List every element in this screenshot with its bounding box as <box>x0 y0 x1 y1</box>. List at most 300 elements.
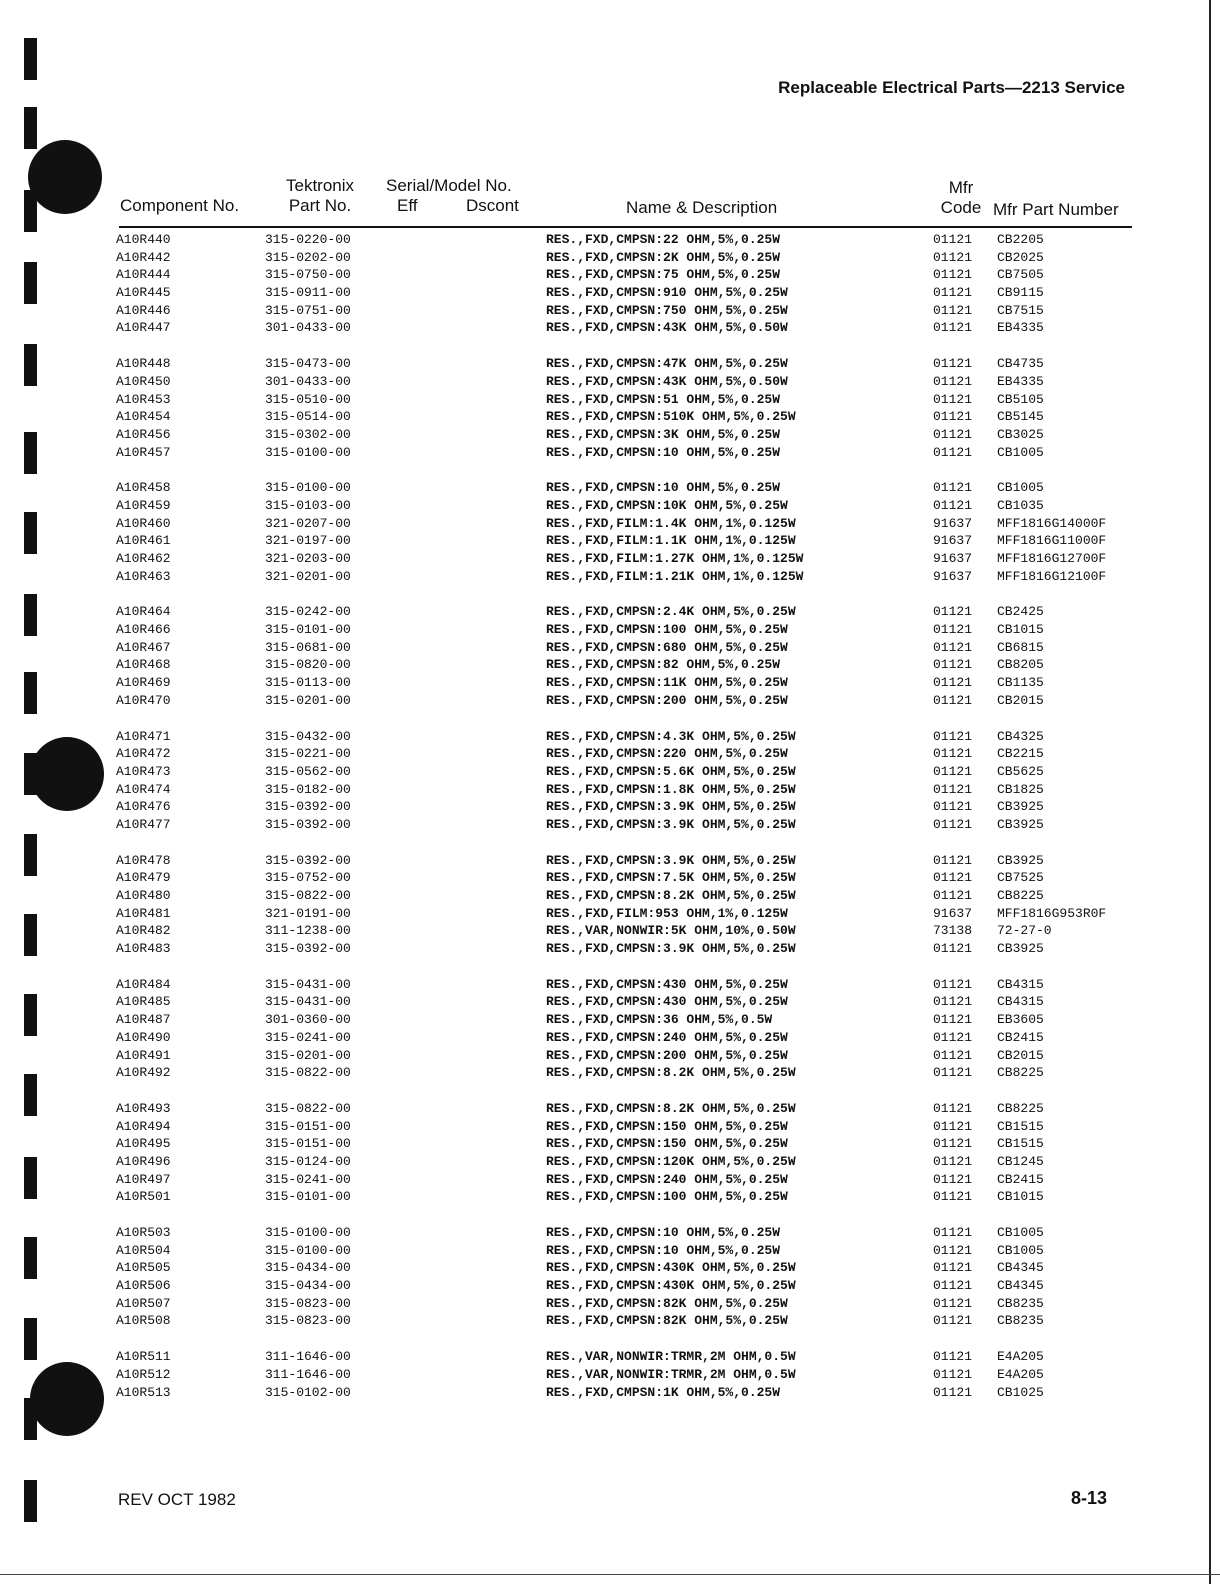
component-number: A10R474 <box>116 781 171 797</box>
table-row <box>0 303 1220 321</box>
tektronix-part-number: 315-0434-00 <box>265 1260 351 1276</box>
component-number: A10R508 <box>116 1313 171 1329</box>
table-row <box>0 320 1220 338</box>
name-description: RES.,FXD,CMPSN:100 OHM,5%,0.25W <box>546 1189 788 1205</box>
mfr-code: 01121 <box>933 692 973 708</box>
mfr-part-number: E4A205 <box>997 1366 1044 1382</box>
table-row <box>0 906 1220 924</box>
table-row <box>0 746 1220 764</box>
table-row <box>0 870 1220 888</box>
table-row <box>0 445 1220 463</box>
component-number: A10R462 <box>116 551 171 566</box>
component-number: A10R506 <box>116 1278 171 1294</box>
component-number: A10R481 <box>116 905 171 921</box>
name-description: RES.,FXD,FILM:953 OHM,1%,0.125W <box>546 905 788 921</box>
mfr-part-number: CB2025 <box>997 249 1044 265</box>
tektronix-part-number: 315-0822-00 <box>265 1065 351 1081</box>
component-number: A10R478 <box>116 852 171 868</box>
component-number: A10R453 <box>116 391 171 407</box>
table-row <box>0 1260 1220 1278</box>
mfr-code: 01121 <box>933 444 973 460</box>
mfr-part-number: CB8225 <box>997 888 1044 903</box>
table-row <box>0 285 1220 303</box>
component-number: A10R482 <box>116 923 171 939</box>
mfr-code: 01121 <box>933 870 973 886</box>
table-row <box>0 1349 1220 1367</box>
name-description: RES.,FXD,CMPSN:8.2K OHM,5%,0.25W <box>546 1065 796 1081</box>
component-number: A10R495 <box>116 1136 171 1152</box>
table-row <box>0 1243 1220 1261</box>
mfr-part-number: CB8235 <box>997 1295 1044 1311</box>
mfr-code: 01121 <box>933 1100 973 1116</box>
tektronix-part-number: 315-0562-00 <box>265 763 351 779</box>
component-number: A10R494 <box>116 1118 171 1134</box>
name-description: RES.,FXD,CMPSN:82K OHM,5%,0.25W <box>546 1313 788 1329</box>
tektronix-part-number: 315-0302-00 <box>265 426 351 442</box>
component-number: A10R454 <box>116 409 171 425</box>
table-row <box>0 551 1220 569</box>
mfr-code: 01121 <box>933 781 973 797</box>
component-number: A10R513 <box>116 1384 171 1400</box>
mfr-code: 01121 <box>933 1242 973 1258</box>
mfr-part-number: MFF1816G11000F <box>997 533 1107 549</box>
mfr-part-number: CB7525 <box>997 870 1044 886</box>
name-description: RES.,FXD,CMPSN:1.8K OHM,5%,0.25W <box>546 781 796 797</box>
mfr-code: 01121 <box>933 1065 973 1081</box>
row-group <box>0 356 1220 462</box>
table-row <box>0 622 1220 640</box>
component-number: A10R463 <box>116 568 171 584</box>
mfr-part-number: CB2415 <box>997 1029 1044 1045</box>
mfr-code: 01121 <box>933 1029 973 1045</box>
binder-mark <box>24 190 37 232</box>
table-row <box>0 977 1220 995</box>
table-row <box>0 1278 1220 1296</box>
row-group <box>0 1101 1220 1207</box>
table-row <box>0 1048 1220 1066</box>
mfr-part-number: CB5105 <box>997 391 1044 407</box>
name-description: RES.,VAR,NONWIR:5K OHM,10%,0.50W <box>546 923 796 939</box>
name-description: RES.,FXD,CMPSN:220 OHM,5%,0.25W <box>546 746 788 762</box>
component-number: A10R466 <box>116 622 171 638</box>
table-row <box>0 409 1220 427</box>
table-row <box>0 516 1220 534</box>
tektronix-part-number: 315-0201-00 <box>265 1047 351 1063</box>
name-description: RES.,FXD,CMPSN:10 OHM,5%,0.25W <box>546 1242 781 1258</box>
table-row <box>0 923 1220 941</box>
table-row <box>0 853 1220 871</box>
tektronix-part-number: 315-0392-00 <box>265 816 351 832</box>
tektronix-part-number: 315-0822-00 <box>265 888 351 903</box>
name-description: RES.,FXD,CMPSN:8.2K OHM,5%,0.25W <box>546 1100 796 1116</box>
mfr-part-number: MFF1816G14000F <box>997 515 1107 531</box>
component-number: A10R512 <box>116 1366 171 1382</box>
name-description: RES.,FXD,CMPSN:43K OHM,5%,0.50W <box>546 373 788 389</box>
mfr-part-number: CB4315 <box>997 994 1044 1010</box>
name-description: RES.,FXD,CMPSN:430 OHM,5%,0.25W <box>546 994 788 1010</box>
component-number: A10R487 <box>116 1012 171 1028</box>
name-description: RES.,FXD,CMPSN:4.3K OHM,5%,0.25W <box>546 728 796 744</box>
table-row <box>0 782 1220 800</box>
mfr-part-number: CB1015 <box>997 1189 1044 1205</box>
name-description: RES.,FXD,CMPSN:43K OHM,5%,0.50W <box>546 320 788 336</box>
col-dscont: Dscont <box>466 196 519 215</box>
mfr-code: 01121 <box>933 426 973 442</box>
component-number: A10R504 <box>116 1242 171 1258</box>
mfr-code: 01121 <box>933 1171 973 1187</box>
name-description: RES.,FXD,CMPSN:100 OHM,5%,0.25W <box>546 622 788 638</box>
row-group <box>0 853 1220 959</box>
tektronix-part-number: 315-0103-00 <box>265 497 351 513</box>
tektronix-part-number: 321-0201-00 <box>265 568 351 584</box>
component-number: A10R476 <box>116 799 171 815</box>
name-description: RES.,FXD,CMPSN:3.9K OHM,5%,0.25W <box>546 799 796 815</box>
component-number: A10R485 <box>116 994 171 1010</box>
component-number: A10R460 <box>116 515 171 531</box>
component-number: A10R473 <box>116 763 171 779</box>
tektronix-part-number: 315-0823-00 <box>265 1313 351 1329</box>
mfr-part-number: CB3925 <box>997 941 1044 957</box>
component-number: A10R469 <box>116 675 171 691</box>
component-number: A10R448 <box>116 356 171 372</box>
row-group <box>0 1225 1220 1331</box>
mfr-code: 01121 <box>933 763 973 779</box>
table-row <box>0 1385 1220 1403</box>
table-row <box>0 675 1220 693</box>
tektronix-part-number: 301-0360-00 <box>265 1012 351 1028</box>
tektronix-part-number: 315-0202-00 <box>265 249 351 265</box>
name-description: RES.,FXD,CMPSN:680 OHM,5%,0.25W <box>546 639 788 655</box>
mfr-part-number: CB5145 <box>997 409 1044 425</box>
component-number: A10R493 <box>116 1100 171 1116</box>
component-number: A10R456 <box>116 426 171 442</box>
mfr-part-number: CB1025 <box>997 1384 1044 1400</box>
tektronix-part-number: 315-0100-00 <box>265 444 351 460</box>
col-tektronix-line1: Tektronix <box>285 176 355 195</box>
name-description: RES.,FXD,CMPSN:3.9K OHM,5%,0.25W <box>546 852 796 868</box>
component-number: A10R507 <box>116 1295 171 1311</box>
table-row <box>0 480 1220 498</box>
mfr-part-number: CB8235 <box>997 1313 1044 1329</box>
tektronix-part-number: 315-0102-00 <box>265 1384 351 1400</box>
mfr-code: 01121 <box>933 285 973 301</box>
table-row <box>0 1189 1220 1207</box>
mfr-code: 01121 <box>933 320 973 336</box>
component-number: A10R467 <box>116 639 171 655</box>
table-row <box>0 356 1220 374</box>
mfr-part-number: CB1135 <box>997 675 1044 691</box>
tektronix-part-number: 315-0392-00 <box>265 799 351 815</box>
tektronix-part-number: 321-0207-00 <box>265 515 351 531</box>
mfr-part-number: CB8205 <box>997 657 1044 673</box>
table-row <box>0 1030 1220 1048</box>
table-row <box>0 1136 1220 1154</box>
component-number: A10R484 <box>116 976 171 992</box>
mfr-code: 01121 <box>933 622 973 638</box>
row-group <box>0 604 1220 710</box>
name-description: RES.,FXD,FILM:1.4K OHM,1%,0.125W <box>546 515 796 531</box>
tektronix-part-number: 315-0220-00 <box>265 232 351 247</box>
name-description: RES.,FXD,CMPSN:3.9K OHM,5%,0.25W <box>546 816 796 832</box>
component-number: A10R440 <box>116 232 171 247</box>
table-row <box>0 427 1220 445</box>
table-row <box>0 267 1220 285</box>
table-row <box>0 994 1220 1012</box>
tektronix-part-number: 315-0822-00 <box>265 1100 351 1116</box>
tektronix-part-number: 315-0432-00 <box>265 728 351 744</box>
tektronix-part-number: 315-0392-00 <box>265 852 351 868</box>
table-row <box>0 250 1220 268</box>
mfr-code: 01121 <box>933 1313 973 1329</box>
table-row <box>0 1225 1220 1243</box>
tektronix-part-number: 315-0820-00 <box>265 657 351 673</box>
component-number: A10R468 <box>116 657 171 673</box>
mfr-part-number: CB8225 <box>997 1100 1044 1116</box>
component-number: A10R464 <box>116 604 171 620</box>
mfr-code: 01121 <box>933 675 973 691</box>
mfr-code: 01121 <box>933 746 973 762</box>
name-description: RES.,FXD,CMPSN:22 OHM,5%,0.25W <box>546 232 781 247</box>
header-rule <box>119 226 1132 228</box>
tektronix-part-number: 315-0124-00 <box>265 1153 351 1169</box>
mfr-part-number: CB8225 <box>997 1065 1044 1081</box>
mfr-part-number: CB1005 <box>997 480 1044 496</box>
component-number: A10R450 <box>116 373 171 389</box>
mfr-part-number: EB4335 <box>997 320 1044 336</box>
table-row <box>0 1313 1220 1331</box>
mfr-code: 01121 <box>933 1012 973 1028</box>
component-number: A10R491 <box>116 1047 171 1063</box>
mfr-part-number: MFF1816G12700F <box>997 551 1107 566</box>
mfr-code: 91637 <box>933 515 973 531</box>
table-row <box>0 1296 1220 1314</box>
mfr-part-number: CB3925 <box>997 852 1044 868</box>
component-number: A10R444 <box>116 267 171 283</box>
mfr-code: 01121 <box>933 1278 973 1294</box>
tektronix-part-number: 315-0241-00 <box>265 1029 351 1045</box>
tektronix-part-number: 315-0100-00 <box>265 1242 351 1258</box>
tektronix-part-number: 315-0241-00 <box>265 1171 351 1187</box>
table-row <box>0 569 1220 587</box>
name-description: RES.,FXD,CMPSN:82K OHM,5%,0.25W <box>546 1295 788 1311</box>
mfr-code: 01121 <box>933 497 973 513</box>
mfr-part-number: CB2215 <box>997 746 1044 762</box>
name-description: RES.,FXD,CMPSN:120K OHM,5%,0.25W <box>546 1153 796 1169</box>
tektronix-part-number: 311-1646-00 <box>265 1366 351 1382</box>
mfr-code: 01121 <box>933 728 973 744</box>
component-number: A10R471 <box>116 728 171 744</box>
table-row <box>0 374 1220 392</box>
mfr-part-number: CB7515 <box>997 302 1044 318</box>
mfr-part-number: CB4735 <box>997 356 1044 372</box>
mfr-part-number: CB1005 <box>997 1225 1044 1240</box>
mfr-code: 01121 <box>933 391 973 407</box>
name-description: RES.,FXD,CMPSN:240 OHM,5%,0.25W <box>546 1171 788 1187</box>
mfr-code: 01121 <box>933 639 973 655</box>
name-description: RES.,FXD,CMPSN:82 OHM,5%,0.25W <box>546 657 781 673</box>
tektronix-part-number: 315-0392-00 <box>265 941 351 957</box>
component-number: A10R511 <box>116 1349 171 1365</box>
tektronix-part-number: 315-0101-00 <box>265 1189 351 1205</box>
mfr-code: 01121 <box>933 1366 973 1382</box>
row-group <box>0 729 1220 835</box>
mfr-code: 01121 <box>933 976 973 992</box>
mfr-code: 01121 <box>933 302 973 318</box>
component-number: A10R446 <box>116 302 171 318</box>
name-description: RES.,FXD,CMPSN:10K OHM,5%,0.25W <box>546 497 788 513</box>
name-description: RES.,FXD,FILM:1.27K OHM,1%,0.125W <box>546 551 804 566</box>
mfr-part-number: CB1005 <box>997 444 1044 460</box>
mfr-code: 01121 <box>933 373 973 389</box>
tektronix-part-number: 315-0101-00 <box>265 622 351 638</box>
row-group <box>0 232 1220 338</box>
name-description: RES.,FXD,CMPSN:430K OHM,5%,0.25W <box>546 1278 796 1294</box>
mfr-part-number: CB1825 <box>997 781 1044 797</box>
page-bottom-edge <box>0 1574 1220 1575</box>
table-row <box>0 888 1220 906</box>
mfr-code: 01121 <box>933 267 973 283</box>
tektronix-part-number: 315-0514-00 <box>265 409 351 425</box>
table-row <box>0 817 1220 835</box>
name-description: RES.,FXD,CMPSN:1K OHM,5%,0.25W <box>546 1384 781 1400</box>
tektronix-part-number: 315-0510-00 <box>265 391 351 407</box>
name-description: RES.,FXD,CMPSN:750 OHM,5%,0.25W <box>546 302 788 318</box>
component-number: A10R459 <box>116 497 171 513</box>
tektronix-part-number: 321-0191-00 <box>265 905 351 921</box>
name-description: RES.,FXD,CMPSN:7.5K OHM,5%,0.25W <box>546 870 796 886</box>
component-number: A10R496 <box>116 1153 171 1169</box>
row-group <box>0 977 1220 1083</box>
tektronix-part-number: 315-0242-00 <box>265 604 351 620</box>
tektronix-part-number: 315-0431-00 <box>265 976 351 992</box>
mfr-code: 73138 <box>933 923 973 939</box>
col-eff: Eff <box>397 196 418 215</box>
mfr-code: 91637 <box>933 568 973 584</box>
mfr-part-number: CB1015 <box>997 622 1044 638</box>
row-group <box>0 1349 1220 1402</box>
table-row <box>0 640 1220 658</box>
col-mfr-code <box>940 178 982 218</box>
name-description: RES.,VAR,NONWIR:TRMR,2M OHM,0.5W <box>546 1349 796 1365</box>
mfr-part-number: CB4325 <box>997 728 1044 744</box>
mfr-code: 01121 <box>933 1047 973 1063</box>
name-description: RES.,FXD,CMPSN:5.6K OHM,5%,0.25W <box>546 763 796 779</box>
mfr-code: 01121 <box>933 852 973 868</box>
mfr-part-number: CB9115 <box>997 285 1044 301</box>
name-description: RES.,FXD,CMPSN:2K OHM,5%,0.25W <box>546 249 781 265</box>
mfr-part-number: CB3025 <box>997 426 1044 442</box>
name-description: RES.,FXD,CMPSN:36 OHM,5%,0.5W <box>546 1012 773 1028</box>
punch-hole <box>28 140 102 214</box>
component-number: A10R497 <box>116 1171 171 1187</box>
table-row <box>0 1101 1220 1119</box>
mfr-code: 01121 <box>933 1153 973 1169</box>
table-row <box>0 799 1220 817</box>
name-description: RES.,FXD,CMPSN:8.2K OHM,5%,0.25W <box>546 888 796 903</box>
binder-mark <box>24 107 37 149</box>
name-description: RES.,FXD,CMPSN:3K OHM,5%,0.25W <box>546 426 781 442</box>
table-row <box>0 941 1220 959</box>
name-description: RES.,FXD,CMPSN:10 OHM,5%,0.25W <box>546 480 781 496</box>
mfr-code: 01121 <box>933 657 973 673</box>
tektronix-part-number: 321-0203-00 <box>265 551 351 566</box>
tektronix-part-number: 315-0100-00 <box>265 480 351 496</box>
component-number: A10R480 <box>116 888 171 903</box>
mfr-part-number: CB4345 <box>997 1278 1044 1294</box>
mfr-code: 01121 <box>933 888 973 903</box>
mfr-code: 01121 <box>933 249 973 265</box>
mfr-part-number: CB7505 <box>997 267 1044 283</box>
component-number: A10R492 <box>116 1065 171 1081</box>
mfr-code: 01121 <box>933 480 973 496</box>
component-number: A10R490 <box>116 1029 171 1045</box>
tektronix-part-number: 311-1646-00 <box>265 1349 351 1365</box>
mfr-part-number: CB2015 <box>997 1047 1044 1063</box>
running-header: Replaceable Electrical Parts—2213 Service <box>778 78 1125 97</box>
mfr-part-number: CB2425 <box>997 604 1044 620</box>
tektronix-part-number: 321-0197-00 <box>265 533 351 549</box>
tektronix-part-number: 315-0750-00 <box>265 267 351 283</box>
col-component: Component No. <box>120 196 240 215</box>
table-row <box>0 1065 1220 1083</box>
table-row <box>0 604 1220 622</box>
revision-date: REV OCT 1982 <box>118 1490 236 1509</box>
tektronix-part-number: 315-0100-00 <box>265 1225 351 1240</box>
col-tektronix <box>280 176 360 216</box>
mfr-part-number: CB2205 <box>997 232 1044 247</box>
name-description: RES.,FXD,CMPSN:51 OHM,5%,0.25W <box>546 391 781 407</box>
tektronix-part-number: 315-0911-00 <box>265 285 351 301</box>
mfr-code: 01121 <box>933 816 973 832</box>
name-description: RES.,FXD,CMPSN:75 OHM,5%,0.25W <box>546 267 781 283</box>
mfr-part-number: CB1515 <box>997 1118 1044 1134</box>
tektronix-part-number: 315-0431-00 <box>265 994 351 1010</box>
mfr-part-number: 72-27-0 <box>997 923 1052 939</box>
mfr-code: 01121 <box>933 799 973 815</box>
component-number: A10R461 <box>116 533 171 549</box>
table-row <box>0 392 1220 410</box>
name-description: RES.,FXD,CMPSN:240 OHM,5%,0.25W <box>546 1029 788 1045</box>
component-number: A10R483 <box>116 941 171 957</box>
table-row <box>0 498 1220 516</box>
tektronix-part-number: 315-0182-00 <box>265 781 351 797</box>
component-number: A10R505 <box>116 1260 171 1276</box>
name-description: RES.,FXD,FILM:1.1K OHM,1%,0.125W <box>546 533 796 549</box>
col-serial: Serial/Model No. <box>386 176 512 195</box>
name-description: RES.,FXD,CMPSN:150 OHM,5%,0.25W <box>546 1136 788 1152</box>
mfr-part-number: CB2015 <box>997 692 1044 708</box>
tektronix-part-number: 315-0681-00 <box>265 639 351 655</box>
mfr-part-number: CB3925 <box>997 816 1044 832</box>
tektronix-part-number: 301-0433-00 <box>265 373 351 389</box>
mfr-part-number: CB5625 <box>997 763 1044 779</box>
component-number: A10R479 <box>116 870 171 886</box>
component-number: A10R503 <box>116 1225 171 1240</box>
name-description: RES.,FXD,CMPSN:200 OHM,5%,0.25W <box>546 692 788 708</box>
name-description: RES.,FXD,FILM:1.21K OHM,1%,0.125W <box>546 568 804 584</box>
table-row <box>0 693 1220 711</box>
name-description: RES.,FXD,CMPSN:150 OHM,5%,0.25W <box>546 1118 788 1134</box>
mfr-code: 01121 <box>933 1136 973 1152</box>
name-description: RES.,FXD,CMPSN:10 OHM,5%,0.25W <box>546 1225 781 1240</box>
component-number: A10R472 <box>116 746 171 762</box>
mfr-code: 01121 <box>933 1189 973 1205</box>
component-number: A10R501 <box>116 1189 171 1205</box>
table-row <box>0 657 1220 675</box>
mfr-code: 91637 <box>933 551 973 566</box>
component-number: A10R445 <box>116 285 171 301</box>
mfr-code: 01121 <box>933 409 973 425</box>
